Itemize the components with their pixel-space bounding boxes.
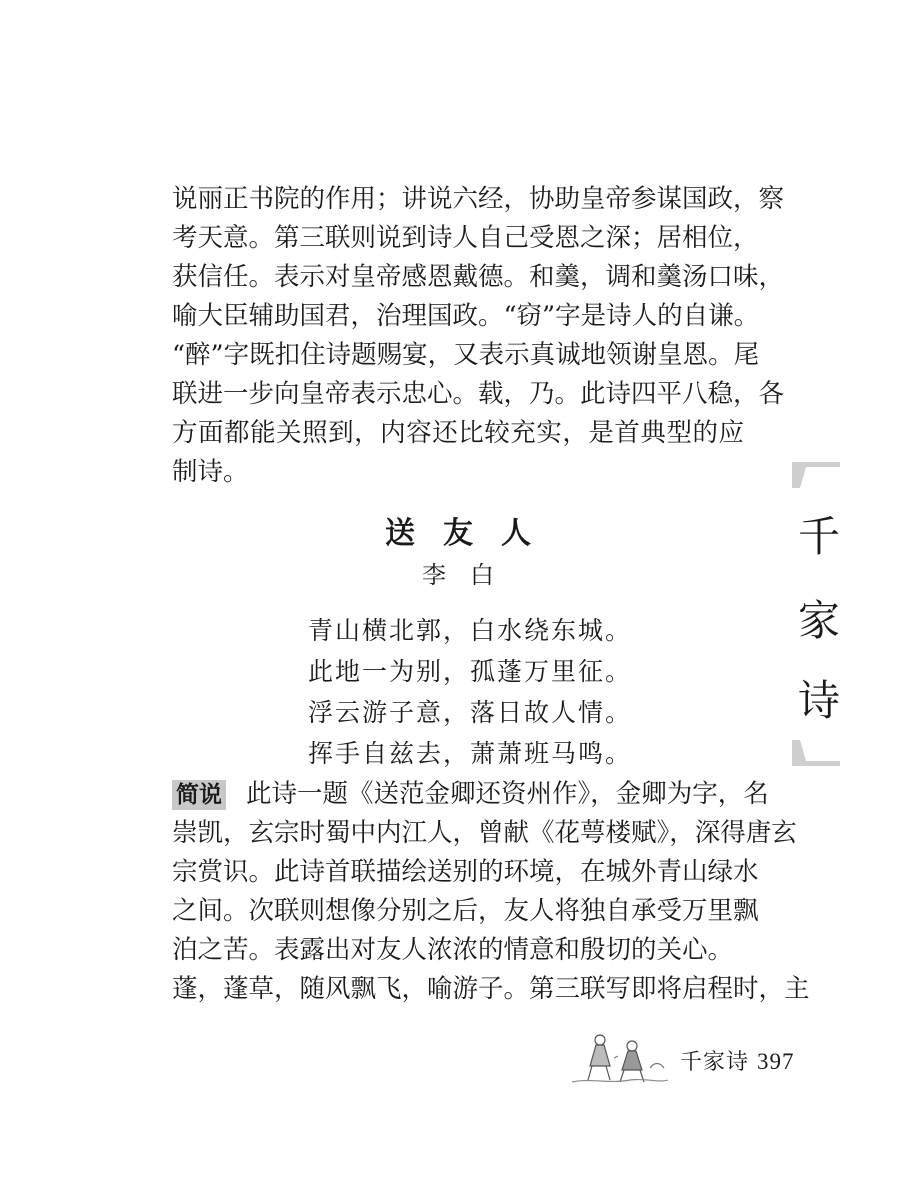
text-line: 泊之苦。表露出对友人浓浓的情意和殷切的关心。 <box>172 935 734 965</box>
text-line: 制诗。 <box>172 457 249 487</box>
paragraph-top <box>172 180 785 492</box>
poem-verse: 此地一为别，孤蓬万里征。 <box>308 657 633 686</box>
bracket-top-icon <box>792 462 840 488</box>
text-line: 说丽正书院的作用；讲说六经，协助皇帝参谋国政，察 <box>172 184 785 214</box>
poem-verse: 浮云游子意，落日故人情。 <box>308 698 633 727</box>
poem-verse: 青山横北郭，白水绕东城。 <box>308 616 633 645</box>
text-line: 考天意。第三联则说到诗人自己受恩之深；居相位， <box>172 223 759 253</box>
poem-body <box>308 610 632 774</box>
figures-illustration-icon <box>570 1028 670 1086</box>
text-line: “醉”字既扣住诗题赐宴，又表示真诚地领谢皇恩。尾 <box>172 340 760 370</box>
text-line: 之间。次联则想像分别之后，友人将独自承受万里飘 <box>172 896 759 926</box>
text-line: 获信任。表示对皇帝感恩戴德。和羹，调和羹汤口味， <box>172 262 785 292</box>
text-line: 蓬，蓬草，随风飘飞，喻游子。第三联写即将启程时，主 <box>172 974 810 1004</box>
text-line: 联进一步向皇帝表示忠心。载，乃。此诗四平八稳，各 <box>172 379 785 409</box>
text-line: 宗赏识。此诗首联描绘送别的环境，在城外青山绿水 <box>172 857 759 887</box>
text-line: 方面都能关照到，内容还比较充实，是首典型的应 <box>172 418 744 448</box>
page-footer <box>680 1045 795 1076</box>
poem-title: 送友人 <box>385 516 559 551</box>
text-line: 喻大臣辅助国君，治理国政。“窃”字是诗人的自谦。 <box>172 301 760 331</box>
side-tab-char: 千 <box>798 512 841 561</box>
side-tab <box>792 462 840 768</box>
text-line: 崇凯，玄宗时蜀中内江人，曾献《花萼楼赋》，深得唐玄 <box>172 818 797 848</box>
poem-verse: 挥手自兹去，萧萧班马鸣。 <box>308 739 633 768</box>
commentary-label: 简说 <box>172 780 226 810</box>
commentary <box>172 775 810 1009</box>
footer-book-title: 千家诗 <box>680 1050 750 1075</box>
bracket-bottom-icon <box>792 740 840 766</box>
commentary-first-line <box>172 775 769 814</box>
page-number: 397 <box>757 1049 795 1074</box>
text-line: 此诗一题《送范金卿还资州作》，金卿为字，名 <box>246 779 769 809</box>
side-tab-char: 家 <box>798 596 841 645</box>
side-tab-char: 诗 <box>798 676 841 725</box>
poem-author: 李白 <box>422 561 518 589</box>
